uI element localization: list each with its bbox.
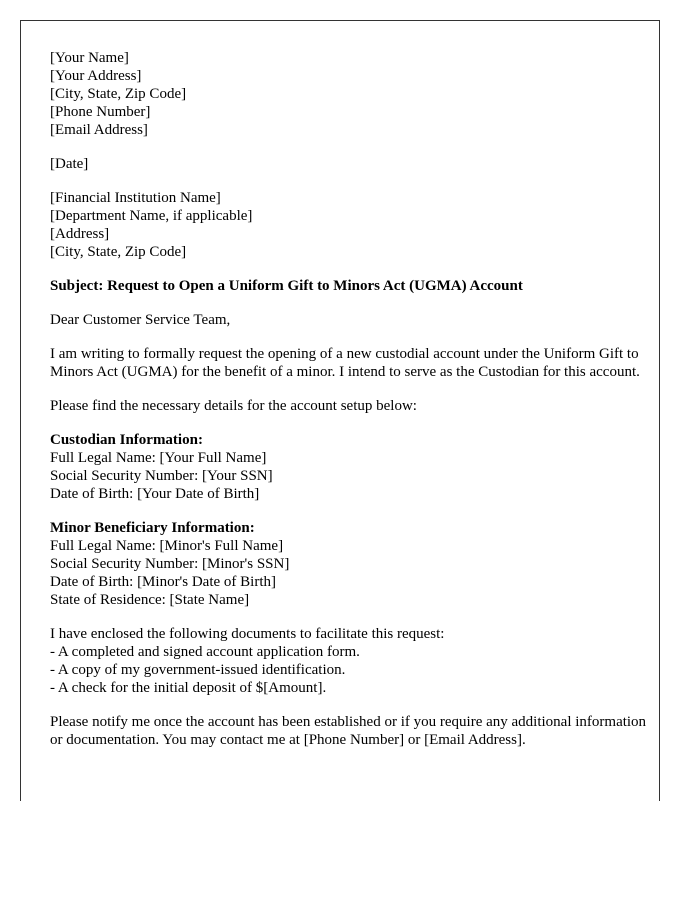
salutation: Dear Customer Service Team, [50,312,231,328]
enclosure-item: - A completed and signed account application form. [50,644,360,660]
minor-dob: Date of Birth: [Minor's Date of Birth] [50,574,276,590]
enclosures-section [50,625,648,697]
minor-state: State of Residence: [State Name] [50,592,250,608]
enclosure-item: - A copy of my government-issued identification. [50,662,346,678]
sender-email: [Email Address] [50,122,148,138]
sender-name: [Your Name] [50,50,129,66]
recipient-institution: [Financial Institution Name] [50,190,221,206]
custodian-heading: Custodian Information: [50,432,203,448]
letter-page [20,20,660,801]
sender-city: [City, State, Zip Code] [50,86,187,102]
custodian-section [50,431,648,503]
enclosure-item: - A check for the initial deposit of $[Amount]. [50,680,327,696]
minor-ssn: Social Security Number: [Minor's SSN] [50,556,290,572]
enclosures-intro: I have enclosed the following documents to facilitate this request: [50,626,445,642]
custodian-ssn: Social Security Number: [Your SSN] [50,468,273,484]
subject-line: Subject: Request to Open a Uniform Gift to Minors Act (UGMA) Account [50,278,523,294]
recipient-city: [City, State, Zip Code] [50,244,187,260]
sender-address: [Your Address] [50,68,142,84]
minor-heading: Minor Beneficiary Information: [50,520,255,536]
minor-name: Full Legal Name: [Minor's Full Name] [50,538,284,554]
sender-block [50,49,648,139]
intro-paragraph: I am writing to formally request the opening of a new custodial account under the Uniform Gift to Minors Act (UGMA) for the benefit of a minor. I intend to serve as the Custodian for this account. [50,346,640,380]
minor-section [50,519,648,609]
sender-phone: [Phone Number] [50,104,151,120]
recipient-address: [Address] [50,226,110,242]
letter-date: [Date] [50,156,89,172]
closing-paragraph: Please notify me once the account has been established or if you require any additional information or documentation. You may contact me at [Phone Number] or [Email Address]. [50,714,647,748]
details-intro: Please find the necessary details for the account setup below: [50,398,417,414]
recipient-block [50,189,648,261]
custodian-dob: Date of Birth: [Your Date of Birth] [50,486,260,502]
recipient-department: [Department Name, if applicable] [50,208,253,224]
custodian-name: Full Legal Name: [Your Full Name] [50,450,267,466]
